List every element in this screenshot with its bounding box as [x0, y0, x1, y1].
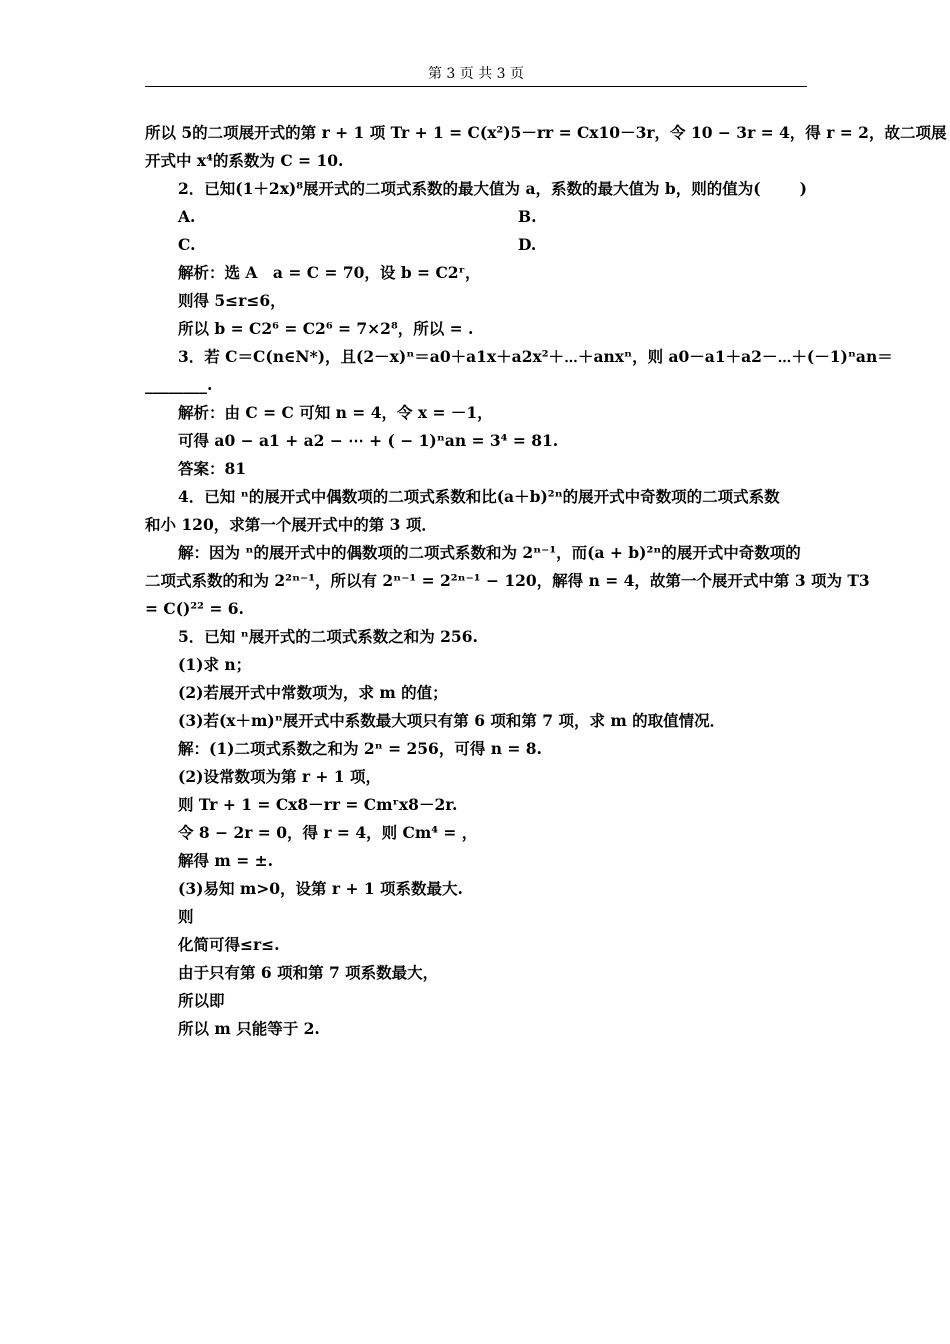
text-line: 所以 5的二项展开式的第 r + 1 项 Tr + 1 = C(x²)5－rr = Cx10－3r，令 10 − 3r = 4，得 r = 2，故二项展 [145, 123, 947, 142]
question-3: 3．若 C＝C(n∈N*)，且(2－x)ⁿ＝a0＋a1x＋a2x²＋⋯＋anxⁿ，则 a0－a1＋a2－⋯＋(－1)ⁿan＝ [178, 347, 893, 366]
solution-line: 解得 m = ±. [178, 851, 273, 870]
answer-blank: ________. [145, 375, 213, 394]
solution-line: 令 8 − 2r = 0，得 r = 4，则 Cm⁴ = ， [178, 823, 478, 842]
header-rule [145, 86, 807, 87]
solution-line: 所以 m 只能等于 2. [178, 1019, 320, 1038]
text-line: 开式中 x⁴的系数为 C = 10. [145, 151, 344, 170]
solution-line: = C()²² = 6. [145, 599, 244, 618]
solution-line: 化简可得≤r≤. [178, 935, 280, 954]
option-d: D. [518, 235, 537, 254]
solution-line: (2)设常数项为第 r + 1 项， [178, 767, 381, 786]
question-4: 4．已知 ⁿ的展开式中偶数项的二项式系数和比(a＋b)²ⁿ的展开式中奇数项的二项式系数 [178, 487, 780, 506]
solution-line: 则 Tr + 1 = Cx8－rr = Cmʳx8－2r. [178, 795, 458, 814]
question-5-part: (2)若展开式中常数项为，求 m 的值； [178, 683, 448, 702]
option-b: B. [518, 207, 537, 226]
question-5: 5．已知 ⁿ展开式的二项式系数之和为 256. [178, 627, 478, 646]
solution-line: 所以即 [178, 991, 225, 1010]
question-2-bracket-end: ) [799, 179, 807, 198]
analysis-line: 则得 5≤r≤6， [178, 291, 286, 310]
question-5-part: (3)若(x＋m)ⁿ展开式中系数最大项只有第 6 项和第 7 项，求 m 的取值情况． [178, 711, 726, 730]
page-header: 第 3 页 共 3 页 [427, 66, 525, 82]
solution-line: 二项式系数的和为 2²ⁿ⁻¹，所以有 2ⁿ⁻¹ = 2²ⁿ⁻¹ − 120，解得 n = 4，故第一个展开式中第 3 项为 T3 [145, 571, 870, 590]
analysis-line: 可得 a0 − a1 + a2 − ⋯ + ( − 1)ⁿan = 3⁴ = 81. [178, 431, 559, 450]
solution-line: (3)易知 m>0，设第 r + 1 项系数最大. [178, 879, 463, 898]
question-5-part: (1)求 n； [178, 655, 252, 674]
analysis-line: 所以 b = C2⁶ = C2⁶ = 7×2⁸，所以 = . [178, 319, 474, 338]
option-a: A. [178, 207, 196, 226]
option-c: C. [178, 235, 196, 254]
analysis-line: 解析：由 C = C 可知 n = 4，令 x = －1， [178, 403, 493, 422]
answer-line: 答案：81 [178, 459, 247, 478]
analysis-line: 解析：选 A a = C = 70，设 b = C2ʳ， [178, 263, 481, 282]
solution-line: 解：(1)二项式系数之和为 2ⁿ = 256，可得 n = 8. [178, 739, 542, 758]
solution-line: 由于只有第 6 项和第 7 项系数最大， [178, 963, 439, 982]
question-4-cont: 和小 120，求第一个展开式中的第 3 项． [145, 515, 437, 534]
solution-line: 解：因为 ⁿ的展开式中的偶数项的二项式系数和为 2ⁿ⁻¹，而(a + b)²ⁿ的展开式中奇数项的 [178, 543, 801, 562]
question-2: 2．已知(1＋2x)⁸展开式的二项式系数的最大值为 a，系数的最大值为 b，则的值为( [178, 179, 761, 198]
solution-line: 则 [178, 907, 194, 926]
